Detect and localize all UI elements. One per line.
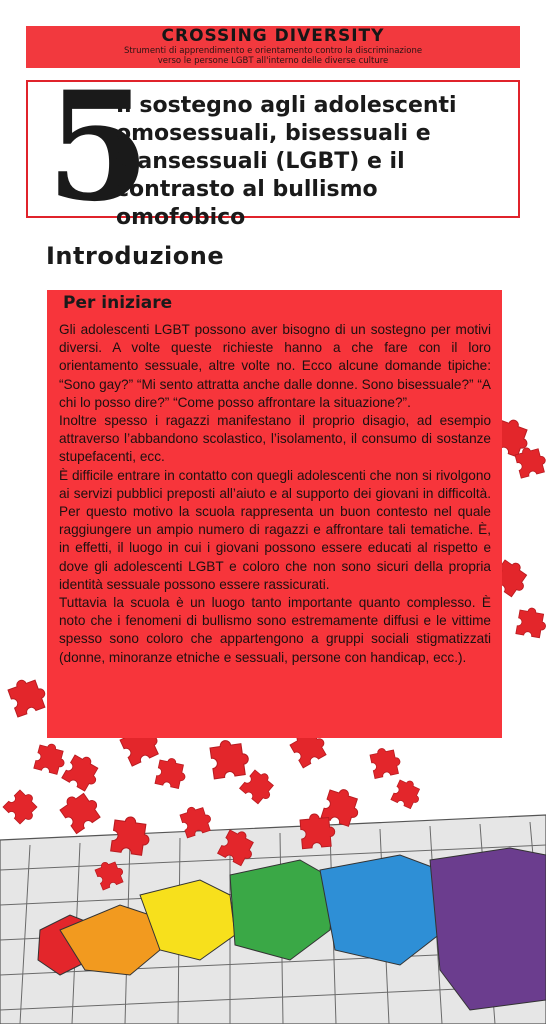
box-body: [59, 321, 491, 667]
body-paragraph: Tuttavia la scuola è un luogo tanto importante quanto complesso. È noto che i fenomeni di bullismo sono estremamente diffusi e le vittime spesso sono coloro che appartengono a gruppi sociali stigmatizzati (donne, minoranze etniche e sessuali, persone con handicap, ecc.).: [59, 595, 491, 665]
intro-box: [47, 290, 502, 738]
body-paragraph: Inoltre spesso i ragazzi manifestano il proprio disagio, ad esempio attraverso l’abbandono scolastico, l’isolamento, il consumo di sostanze stupefacenti, ecc.: [59, 413, 491, 465]
publication-subtitle-line1: Strumenti di apprendimento e orientamento contro la discriminazione: [123, 46, 423, 56]
chapter-number: 5: [46, 59, 151, 235]
chapter-title: Il sostegno agli adolescenti omosessuali, bisessuali e transessuali (LGBT) e il contrasto al bullismo omofobico: [116, 93, 457, 230]
section-heading: Introduzione: [46, 242, 225, 270]
box-subheading: Per iniziare: [63, 293, 173, 313]
body-paragraph: Gli adolescenti LGBT possono aver bisogno di un sostegno per motivi diversi. A volte queste richieste hanno a che fare con il loro orientamento sessuale, altre volte no. Ecco alcune domande tipiche: “Sono gay?” “Mi sento attratta anche dalle donne. Sono bisessuale?” “A chi lo posso dire?” “Come posso affrontare la situazione?”.: [59, 322, 491, 410]
publication-subtitle-line2: verso le persone LGBT all'interno delle diverse culture: [157, 56, 389, 66]
publication-title: CROSSING DIVERSITY: [161, 26, 385, 46]
body-paragraph: È difficile entrare in contatto con quegli adolescenti che non si rivolgono ai servizi pubblici preposti all’aiuto e al supporto dei giovani in difficoltà. Per questo motivo la scuola rappresenta un buon contesto nel quale raggiungere un ampio numero di ragazzi e affrontare tali tematiche. È, in effetti, il luogo in cui i giovani possono essere educati al rispetto e dove gli adolescenti LGBT e coloro che non sono sicuri della propria identità sessuale possono essere rassicurati.: [59, 467, 491, 592]
